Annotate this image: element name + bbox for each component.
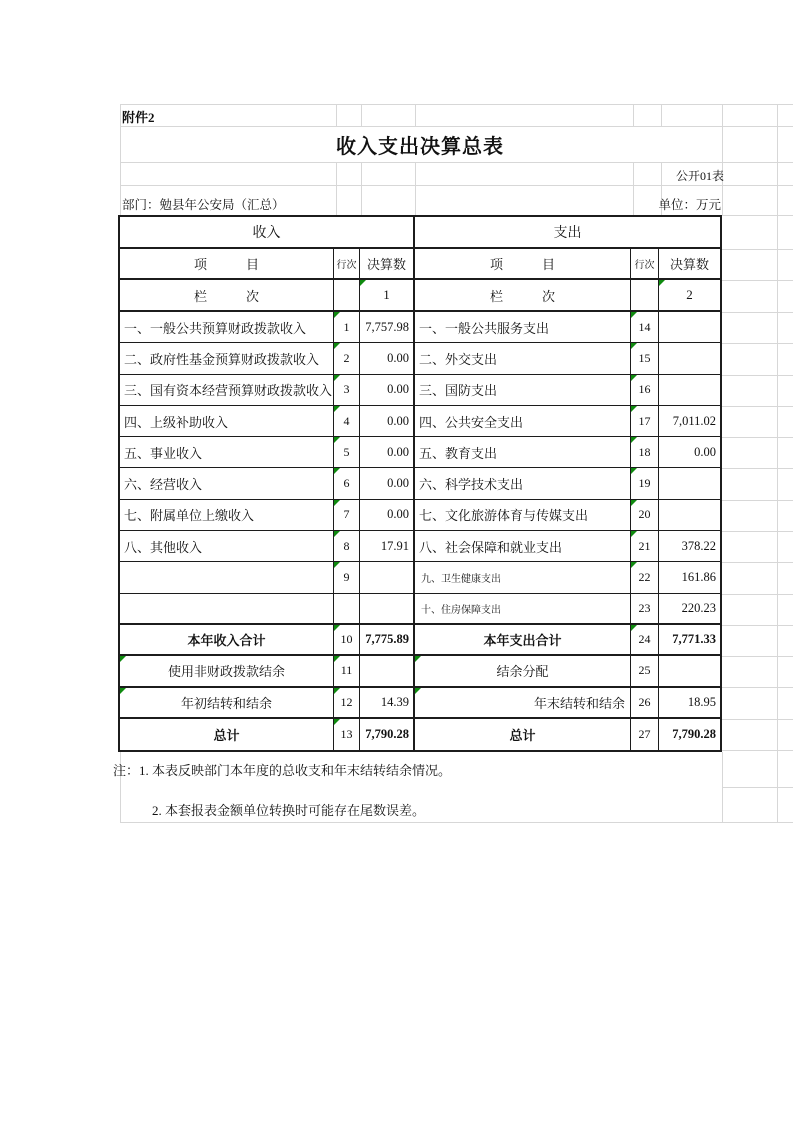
line-number-cell: 1 (334, 312, 360, 343)
line-number-cell: 16 (631, 375, 659, 406)
amount-cell (360, 656, 415, 687)
gridline (722, 312, 793, 313)
amount-cell: 7,790.28 (672, 727, 716, 741)
line-number-cell: 2 (334, 343, 360, 374)
gridline (120, 104, 121, 215)
income-item-cell: 一、一般公共预算财政拨款收入 (120, 312, 334, 343)
line-number-cell: 3 (334, 375, 360, 406)
gridline (722, 625, 793, 626)
amount-column-header-income: 决算数 (360, 249, 415, 280)
amount-cell: 18.95 (659, 688, 720, 719)
table-code-label: 公开01表 (675, 169, 724, 183)
expense-item-cell: 总计 (415, 719, 631, 750)
amount-cell (659, 375, 720, 406)
gridline (120, 185, 793, 186)
gridline (722, 249, 793, 250)
attachment-label: 附件2 (122, 110, 155, 125)
amount-column-header-expense: 决算数 (659, 249, 720, 280)
line-number-cell: 13 (334, 719, 360, 750)
amount-cell: 7,011.02 (659, 406, 720, 437)
line-number-cell: 9 (334, 562, 360, 593)
amount-cell: 17.91 (360, 531, 415, 562)
income-item-cell: 年初结转和结余 (120, 688, 334, 719)
amount-cell: 7,790.28 (360, 719, 415, 750)
amount-cell: 0.00 (360, 375, 415, 406)
expense-item-cell: 本年支出合计 (415, 625, 631, 656)
gridline (722, 406, 793, 407)
gridline (722, 687, 793, 688)
income-item-cell: 总计 (120, 719, 334, 750)
amount-cell: 7,757.98 (360, 312, 415, 343)
line-column-header-income: 行次 (334, 249, 360, 280)
gridline (415, 162, 416, 215)
line-number-cell: 19 (631, 468, 659, 499)
income-item-cell (120, 562, 334, 593)
amount-cell: 0.00 (360, 500, 415, 531)
expense-section-header: 支出 (415, 217, 720, 249)
line-number-cell: 7 (334, 500, 360, 531)
expense-item-cell: 四、公共安全支出 (415, 406, 631, 437)
amount-cell (659, 468, 720, 499)
line-column-header-expense: 行次 (631, 249, 659, 280)
line-number-cell: 17 (631, 406, 659, 437)
line-number-cell: 8 (334, 531, 360, 562)
amount-cell: 378.22 (659, 531, 720, 562)
income-item-cell: 四、上级补助收入 (120, 406, 334, 437)
line-number-cell: 21 (631, 531, 659, 562)
lanci-value-income: 1 (360, 280, 415, 312)
gridline (722, 468, 793, 469)
gridline (336, 104, 337, 126)
line-number-cell: 22 (631, 562, 659, 593)
line-number-cell: 4 (334, 406, 360, 437)
gridline (361, 104, 362, 126)
gridline (722, 104, 723, 215)
expense-item-cell: 八、社会保障和就业支出 (415, 531, 631, 562)
gridline (120, 126, 793, 127)
amount-cell: 0.00 (659, 437, 720, 468)
expense-item-cell: 六、科学技术支出 (415, 468, 631, 499)
gridline (722, 437, 793, 438)
line-number-cell (334, 594, 360, 625)
gridline (722, 500, 793, 501)
amount-cell: 0.00 (360, 468, 415, 499)
gridline (336, 162, 337, 215)
income-item-cell: 五、事业收入 (120, 437, 334, 468)
gridline (633, 104, 634, 126)
line-number-cell: 12 (334, 688, 360, 719)
expense-item-cell: 十、住房保障支出 (415, 594, 631, 625)
expense-item-cell: 二、外交支出 (415, 343, 631, 374)
amount-cell: 0.00 (360, 406, 415, 437)
gridline (633, 162, 634, 215)
item-column-header-expense: 项 目 (415, 249, 631, 280)
income-item-cell: 使用非财政拨款结余 (120, 656, 334, 687)
income-item-cell (120, 594, 334, 625)
income-item-cell: 本年收入合计 (120, 625, 334, 656)
gridline (415, 104, 416, 126)
income-item-cell: 三、国有资本经营预算财政拨款收入 (120, 375, 334, 406)
note-line-2: 2. 本套报表金额单位转换时可能存在尾数误差。 (152, 803, 426, 818)
expense-item-cell: 七、文化旅游体育与传媒支出 (415, 500, 631, 531)
expense-item-cell: 年末结转和结余 (415, 688, 631, 719)
line-number-cell: 26 (631, 688, 659, 719)
lanci-line-blank-expense (631, 280, 659, 312)
lanci-line-blank-income (334, 280, 360, 312)
expense-item-cell: 九、卫生健康支出 (415, 562, 631, 593)
amount-cell (659, 656, 720, 687)
amount-cell: 0.00 (360, 343, 415, 374)
line-number-cell: 18 (631, 437, 659, 468)
note-line-1: 注：1. 本表反映部门本年度的总收支和年末结转结余情况。 (113, 763, 452, 778)
amount-cell: 220.23 (659, 594, 720, 625)
item-column-header-income: 项 目 (120, 249, 334, 280)
page-title: 收入支出决算总表 (336, 136, 504, 158)
gridline (777, 104, 778, 822)
expense-item-cell: 三、国防支出 (415, 375, 631, 406)
gridline (120, 104, 793, 105)
amount-cell: 7,775.89 (360, 625, 415, 656)
amount-cell: 161.86 (659, 562, 720, 593)
line-number-cell: 10 (334, 625, 360, 656)
line-number-cell: 27 (631, 719, 659, 750)
amount-cell (659, 500, 720, 531)
gridline (361, 162, 362, 215)
unit-label: 单位：万元 (658, 198, 721, 212)
gridline (722, 656, 793, 657)
gridline (722, 531, 793, 532)
gridline (661, 104, 662, 126)
line-number-cell: 11 (334, 656, 360, 687)
gridline (722, 562, 793, 563)
expense-item-cell: 五、教育支出 (415, 437, 631, 468)
lanci-value-expense: 2 (659, 280, 720, 312)
lanci-label-income: 栏 次 (120, 280, 334, 312)
income-item-cell: 八、其他收入 (120, 531, 334, 562)
gridline (722, 343, 793, 344)
amount-cell: 7,771.33 (659, 625, 720, 656)
expense-item-cell: 一、一般公共服务支出 (415, 312, 631, 343)
summary-table (118, 215, 722, 752)
income-item-cell: 二、政府性基金预算财政拨款收入 (120, 343, 334, 374)
lanci-label-expense: 栏 次 (415, 280, 631, 312)
line-number-cell: 23 (631, 594, 659, 625)
gridline (722, 215, 793, 216)
line-number-cell: 24 (631, 625, 659, 656)
line-number-cell: 6 (334, 468, 360, 499)
gridline (722, 750, 793, 751)
gridline (722, 787, 793, 788)
income-section-header: 收入 (120, 217, 415, 249)
line-number-cell: 15 (631, 343, 659, 374)
amount-cell (360, 562, 415, 593)
gridline (120, 822, 793, 823)
line-number-cell: 25 (631, 656, 659, 687)
income-item-cell: 六、经营收入 (120, 468, 334, 499)
amount-cell (659, 343, 720, 374)
gridline (120, 162, 793, 163)
gridline (722, 375, 793, 376)
gridline (722, 280, 793, 281)
income-item-cell: 七、附属单位上缴收入 (120, 500, 334, 531)
line-number-cell: 20 (631, 500, 659, 531)
line-number-cell: 14 (631, 312, 659, 343)
expense-item-cell: 结余分配 (415, 656, 631, 687)
amount-cell: 0.00 (360, 437, 415, 468)
gridline (722, 594, 793, 595)
amount-cell: 14.39 (360, 688, 415, 719)
department-label: 部门：勉县年公安局（汇总） (122, 198, 285, 212)
amount-cell (360, 594, 415, 625)
amount-cell (659, 312, 720, 343)
line-number-cell: 5 (334, 437, 360, 468)
gridline (722, 719, 793, 720)
